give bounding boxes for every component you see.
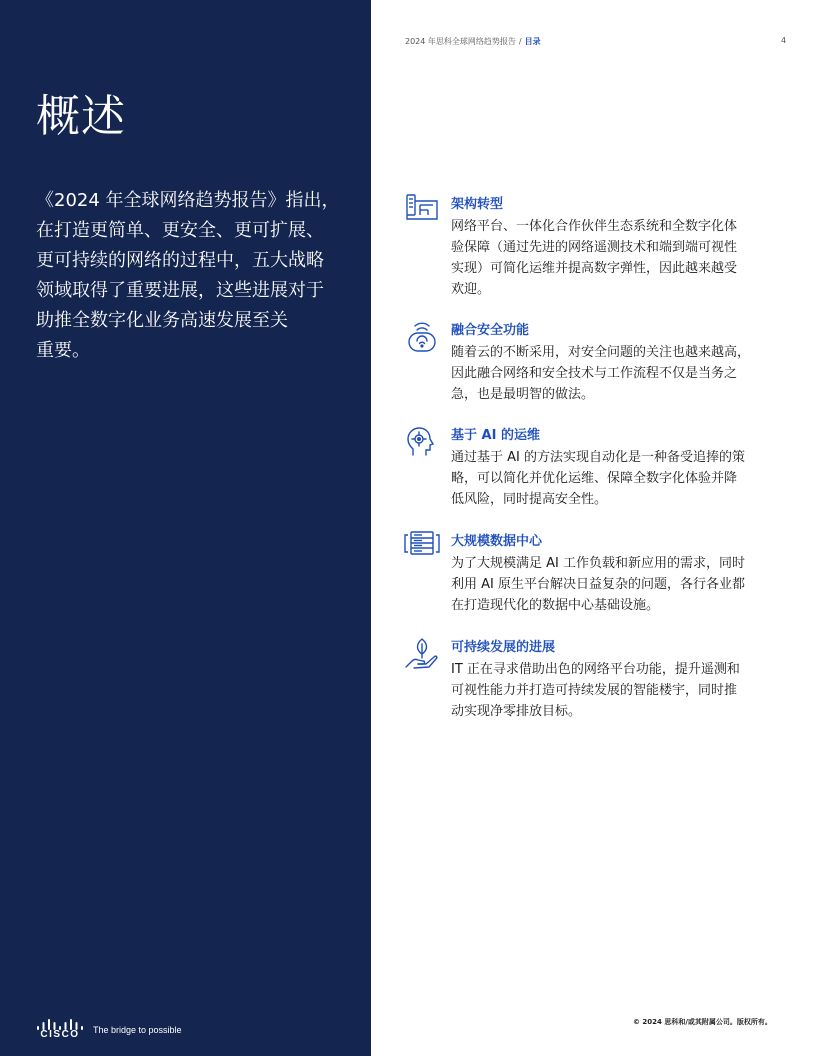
section-body — [451, 447, 745, 510]
section-body — [451, 342, 750, 405]
body-line: 在打造现代化的数据中心基础设施。 — [451, 598, 660, 613]
section-title: 融合安全功能 — [451, 323, 530, 338]
section-body — [451, 553, 745, 616]
ai-head-icon — [404, 424, 440, 460]
body-line: 实现）可简化运维并提高数字弹性，因此越来越受 — [451, 261, 738, 276]
hand-leaf-icon — [404, 636, 440, 672]
body-line: 欢迎。 — [451, 282, 491, 297]
cisco-wordmark: CISCO — [40, 1029, 80, 1040]
tagline: The bridge to possible — [93, 1025, 182, 1035]
section-body — [451, 659, 740, 722]
header-separator: / — [518, 37, 522, 46]
intro-line: 更可持续的网络的过程中，五大战略 — [36, 250, 324, 271]
intro-line: 助推全数字化业务高速发展至关 — [36, 310, 288, 331]
body-line: 可视性能力并打造可持续发展的智能楼宇，同时推 — [451, 683, 738, 698]
body-line: 略，可以简化并优化运维、保障全数字化体验并降 — [451, 471, 738, 486]
running-header — [405, 36, 541, 47]
body-line: 通过基于 AI 的方法实现自动化是一种备受追捧的策 — [451, 450, 745, 465]
section-title: 架构转型 — [451, 197, 504, 212]
body-line: 低风险，同时提高安全性。 — [451, 492, 608, 507]
body-line: 为了大规模满足 AI 工作负载和新应用的需求，同时 — [451, 556, 745, 571]
intro-line: 重要。 — [36, 340, 90, 361]
body-line: 急，也是最明智的做法。 — [451, 387, 595, 402]
toc-link[interactable]: 目录 — [524, 37, 541, 46]
body-line: 验保障（通过先进的网络遥测技术和端到端可视性 — [451, 240, 738, 255]
body-line: 动实现净零排放目标。 — [451, 704, 582, 719]
page-number: 4 — [781, 36, 787, 45]
body-line: 随着云的不断采用，对安全问题的关注也越来越高， — [451, 345, 751, 360]
section-title: 可持续发展的进展 — [451, 640, 556, 655]
page-title: 概述 — [36, 91, 126, 142]
intro-paragraph — [36, 186, 341, 366]
section-title: 大规模数据中心 — [451, 534, 543, 549]
body-line: 利用 AI 原生平台解决日益复杂的问题，各行各业都 — [451, 577, 745, 592]
intro-line: 在打造更简单、更安全、更可扩展、 — [36, 220, 324, 241]
copyright: © 2024 思科和/或其附属公司。版权所有。 — [633, 1018, 772, 1026]
section-title: 基于 AI 的运维 — [451, 428, 540, 443]
left-panel — [0, 0, 371, 1056]
section-body — [451, 216, 737, 300]
architecture-icon — [404, 193, 440, 229]
body-line: IT 正在寻求借助出色的网络平台功能，提升遥测和 — [451, 662, 740, 677]
intro-line: 《2024 年全球网络趋势报告》指出， — [36, 190, 340, 211]
secure-wifi-lock-icon — [404, 319, 440, 355]
server-rack-icon — [404, 530, 440, 566]
body-line: 因此融合网络和安全技术与工作流程不仅是当务之 — [451, 366, 738, 381]
body-line: 网络平台、一体化合作伙伴生态系统和全数字化体 — [451, 219, 738, 234]
report-title: 2024 年思科全球网络趋势报告 — [405, 37, 516, 46]
cisco-logo — [36, 1016, 84, 1042]
intro-line: 领域取得了重要进展，这些进展对于 — [36, 280, 324, 301]
